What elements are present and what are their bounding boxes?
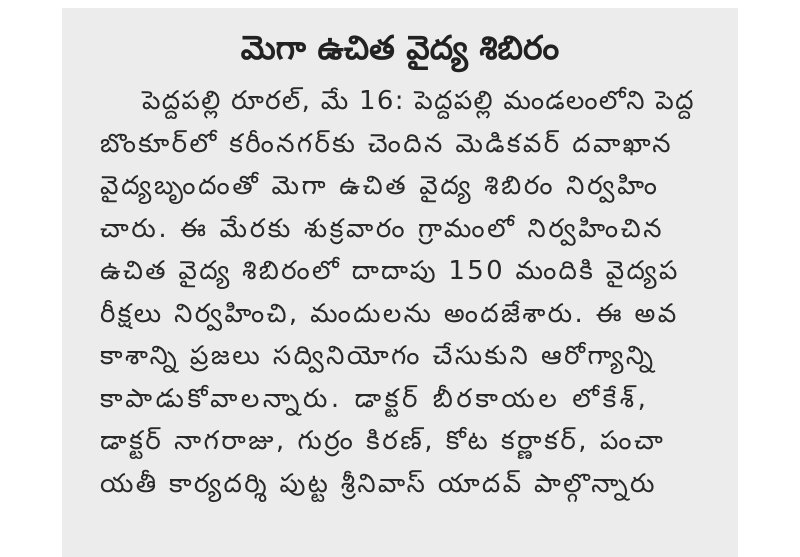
article-line: వైద్యబృందంతో మెగా ఉచిత వైద్య శిబిరం నిర్వహిం: [100, 171, 660, 201]
article-line: యతీ కార్యదర్శి పుట్ట శ్రీనివాస్ యాదవ్ పాల్గొన్నారు: [100, 468, 657, 499]
article-line: డాక్టర్ నాగరాజు, గుర్రం కిరణ్, కోట కర్ణాకర్, పంచా: [100, 426, 666, 456]
newspaper-clipping: [62, 8, 738, 557]
article-line: రీక్షలు నిర్వహించి, మందులను అందజేశారు. ఈ అవ: [100, 298, 679, 329]
article-line: కాపాడుకోవాలన్నారు. డాక్టర్ బీరకాయల లోకేశ్,: [100, 383, 650, 414]
article-body: [100, 80, 730, 505]
article-line: కాశాన్ని ప్రజలు సద్వినియోగం చేసుకుని ఆరోగ్యాన్ని: [100, 341, 656, 371]
article-line: చారు. ఈ మేరకు శుక్రవారం గ్రామంలో నిర్వహించిన: [100, 213, 665, 244]
article-line: ఉచిత వైద్య శిబిరంలో దాదాపు 150 మందికి వైద్యప: [100, 256, 680, 286]
article-line: బొంకూర్‌లో కరీంనగర్‌కు చెందిన మెడికవర్ దవాఖాన: [100, 128, 673, 159]
article-headline: మెగా ఉచిత వైద్య శిబిరం: [240, 28, 560, 67]
article-line: పెద్దపల్లి రూరల్, మే 16: పెద్దపల్లి మండలంలోని పెద్ద: [142, 86, 695, 116]
